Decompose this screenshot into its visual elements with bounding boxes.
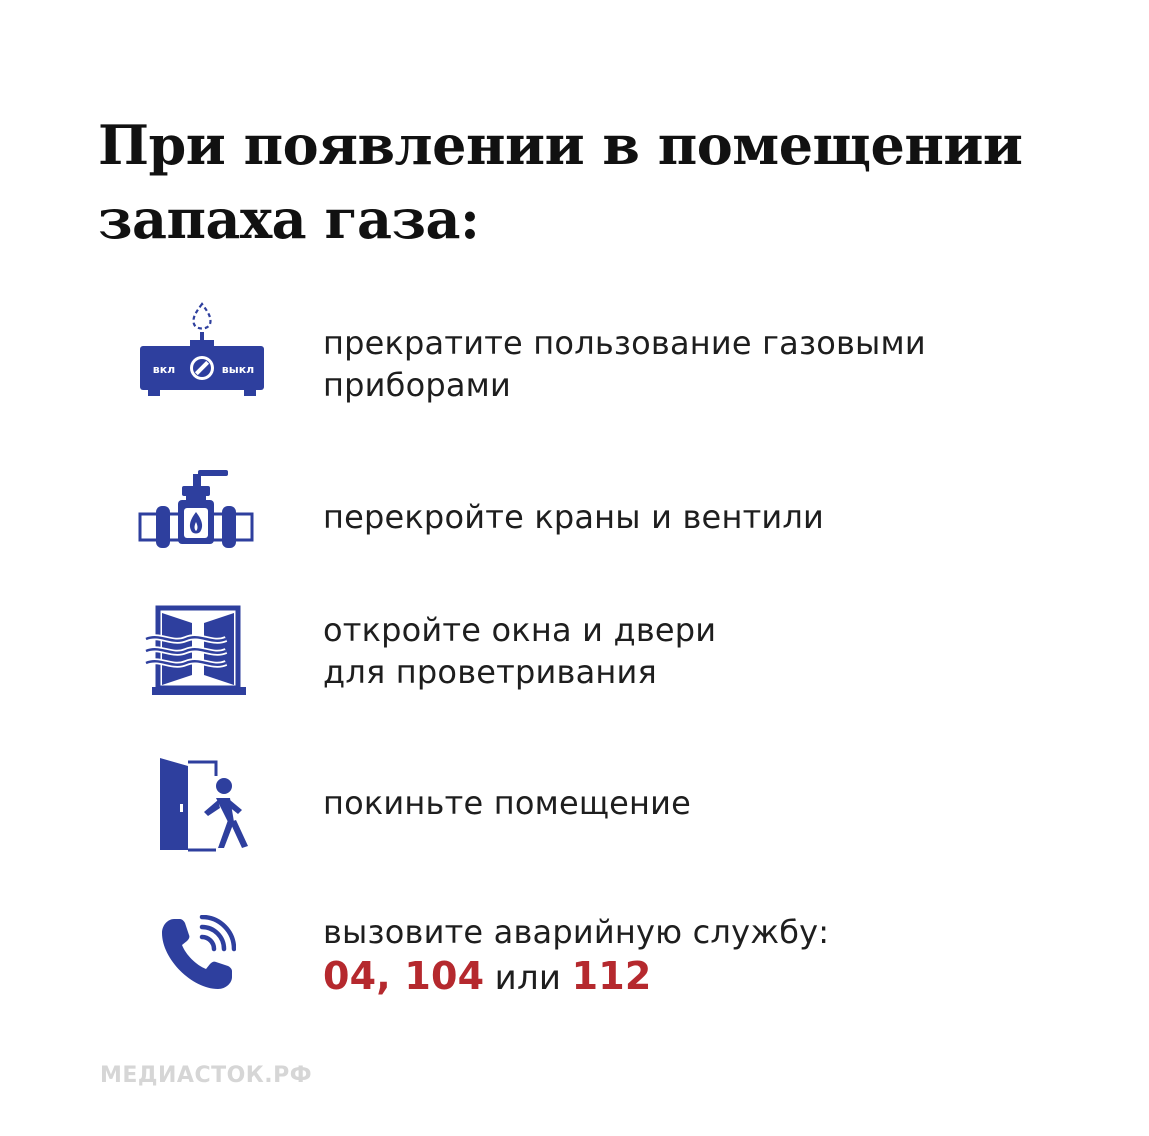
step-2-line-1: перекройте краны и вентили [323,498,825,536]
stove-on-label: вкл [152,363,176,376]
step-1-line-2: приборами [323,366,512,404]
phone-call-icon [160,915,236,991]
step-2-text [323,496,824,538]
stove-off-label: выкл [221,363,255,376]
step-call-emergency [0,905,1149,1005]
exit-door-icon [158,756,252,852]
step-5-text [323,911,829,1001]
title-line-1: При появлении в помещении [98,113,1023,177]
step-open-windows [0,605,1149,705]
emergency-numbers [323,953,829,1001]
step-1-line-1: прекратите пользование газовыми [323,324,926,362]
emergency-number-112[interactable]: 112 [571,954,652,998]
step-4-text [323,782,691,824]
gas-valve-icon [138,468,254,550]
step-5-line-1: вызовите аварийную службу: [323,913,830,951]
step-3-text [323,609,716,693]
step-close-valves [0,468,1149,558]
step-stop-gas-appliances [0,300,1149,410]
page-title [98,108,1098,256]
step-4-line-1: покиньте помещение [323,784,692,822]
footer-watermark: МЕДИАСТОК.РФ [100,1063,313,1088]
step-leave-room [0,756,1149,856]
emergency-number-04-104[interactable]: 04, 104 [323,954,485,998]
open-window-icon [144,605,248,697]
title-line-2: запаха газа: [98,187,480,251]
step-3-line-1: откройте окна и двери [323,611,717,649]
step-3-line-2: для проветривания [323,653,657,691]
numbers-separator: или [494,958,562,998]
step-1-text [323,322,926,406]
gas-stove-icon [138,300,266,400]
